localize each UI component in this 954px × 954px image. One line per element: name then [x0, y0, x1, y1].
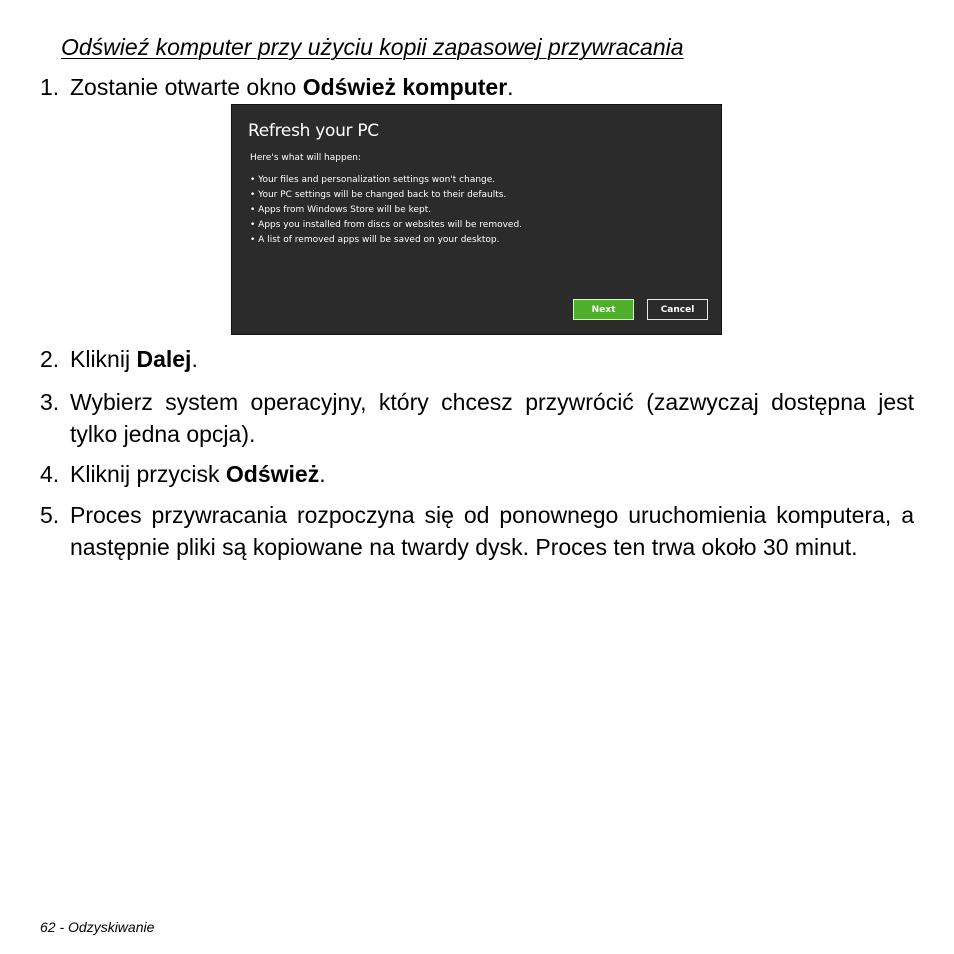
list-item: • Apps from Windows Store will be kept. — [250, 203, 522, 218]
step-text-bold: Odśwież — [225, 461, 320, 487]
step-3 — [40, 386, 914, 450]
step-4 — [40, 458, 914, 490]
step-number: 4. — [40, 461, 60, 487]
step-text — [70, 343, 914, 375]
step-text-plain: Zostanie otwarte okno — [70, 74, 303, 100]
step-text: Proces przywracania rozpoczyna się od ponownego uruchomienia komputera, a następnie pliki są kopiowane na twardy dysk. Proces ten trwa około 30 minut. — [70, 502, 914, 560]
section-title: Odświeź komputer przy użyciu kopii zapasowej przywracania — [61, 34, 684, 60]
step-number: 2. — [40, 346, 60, 372]
step-text — [70, 71, 914, 103]
step-text-bold: Odśwież komputer — [302, 74, 508, 100]
step-2 — [40, 343, 914, 375]
step-text-plain: Kliknij — [70, 346, 137, 372]
dialog-list — [250, 173, 522, 248]
list-item: • Apps you installed from discs or websites will be removed. — [250, 218, 522, 233]
refresh-pc-dialog-screenshot — [231, 104, 722, 335]
dialog-title: Refresh your PC — [248, 121, 379, 141]
dialog-intro: Here's what will happen: — [250, 153, 361, 163]
step-text — [70, 458, 914, 490]
step-text-plain: . — [191, 346, 198, 372]
list-item: • A list of removed apps will be saved on your desktop. — [250, 233, 522, 248]
step-text-plain: . — [319, 461, 326, 487]
step-number: 5. — [40, 502, 60, 528]
step-5 — [40, 499, 914, 563]
step-text-plain: Kliknij przycisk — [70, 461, 226, 487]
step-1 — [40, 71, 914, 103]
step-text: Wybierz system operacyjny, który chcesz przywrócić (zazwyczaj dostępna jest tylko jedna opcja). — [70, 389, 914, 447]
step-number: 1. — [40, 74, 60, 100]
cancel-button[interactable]: Cancel — [647, 299, 708, 320]
next-button[interactable]: Next — [573, 299, 634, 320]
list-item: • Your PC settings will be changed back to their defaults. — [250, 188, 522, 203]
list-item: • Your files and personalization settings won't change. — [250, 173, 522, 188]
step-text-plain: . — [507, 74, 514, 100]
step-text-bold: Dalej — [136, 346, 192, 372]
page-footer: 62 - Odzyskiwanie — [40, 919, 155, 935]
step-number: 3. — [40, 389, 60, 415]
